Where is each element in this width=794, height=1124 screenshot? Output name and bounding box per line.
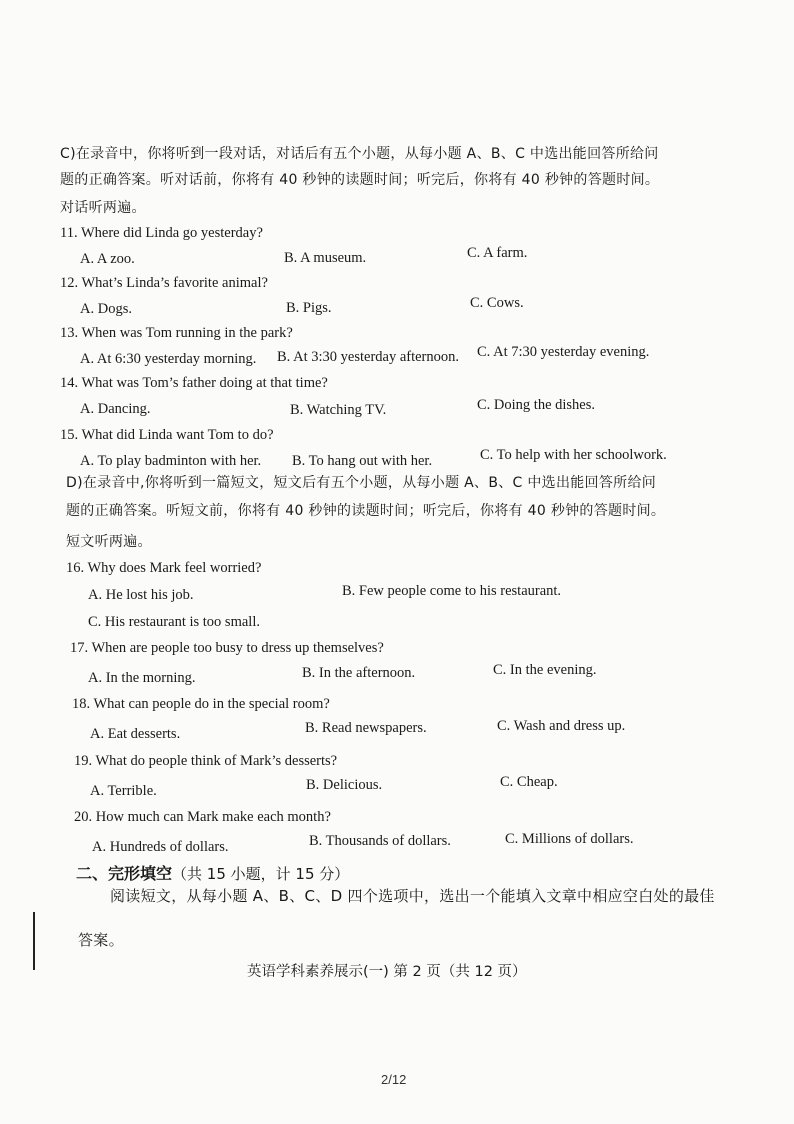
q20-option-b: B. Thousands of dollars. — [309, 833, 451, 849]
q18-option-a: A. Eat desserts. — [90, 726, 181, 742]
question-18: 18. What can people do in the special room? — [72, 696, 330, 712]
q14-option-c: C. Doing the dishes. — [477, 397, 596, 413]
q16-option-b: B. Few people come to his restaurant. — [342, 583, 562, 599]
q15-option-b: B. To hang out with her. — [292, 453, 433, 469]
question-20: 20. How much can Mark make each month? — [74, 809, 331, 825]
q15-option-c: C. To help with her schoolwork. — [480, 447, 667, 463]
q11-option-b: B. A museum. — [284, 250, 367, 266]
section-2-heading — [76, 865, 349, 883]
margin-line-mark — [33, 912, 35, 970]
q12-option-c: C. Cows. — [470, 295, 524, 311]
section-c-intro-line1: C)在录音中，你将听到一段对话，对话后有五个小题，从每小题 A、B、C 中选出能回答所给问 — [60, 146, 659, 162]
question-19: 19. What do people think of Mark’s desserts? — [74, 753, 338, 769]
q12-option-b: B. Pigs. — [286, 300, 332, 316]
q17-option-c: C. In the evening. — [493, 662, 597, 678]
section-2-instruction-line1: 阅读短文，从每小题 A、B、C、D 四个选项中，选出一个能填入文章中相应空白处的最佳 — [110, 887, 715, 905]
q20-option-c: C. Millions of dollars. — [505, 831, 634, 847]
section-2-instruction-line2: 答案。 — [78, 931, 124, 949]
section-c-intro-line3: 对话听两遍。 — [60, 200, 146, 216]
q14-option-a: A. Dancing. — [80, 401, 151, 417]
q15-option-a: A. To play badminton with her. — [80, 453, 262, 469]
q19-option-b: B. Delicious. — [306, 777, 383, 793]
section-d-intro-line3: 短文听两遍。 — [66, 534, 152, 550]
q17-option-b: B. In the afternoon. — [302, 665, 416, 681]
question-11: 11. Where did Linda go yesterday? — [60, 225, 263, 241]
section-2-subtitle: （共 15 小题，计 15 分） — [172, 865, 350, 883]
q19-option-c: C. Cheap. — [500, 774, 558, 790]
question-13: 13. When was Tom running in the park? — [60, 325, 293, 341]
q16-option-c: C. His restaurant is too small. — [88, 614, 260, 630]
q11-option-a: A. A zoo. — [80, 251, 135, 267]
q18-option-c: C. Wash and dress up. — [497, 718, 626, 734]
q20-option-a: A. Hundreds of dollars. — [92, 839, 229, 855]
q13-option-a: A. At 6:30 yesterday morning. — [80, 351, 257, 367]
q12-option-a: A. Dogs. — [80, 301, 132, 317]
section-c-intro-line2: 题的正确答案。听对话前，你将有 40 秒钟的读题时间；听完后，你将有 40 秒钟的答题时间。 — [60, 172, 660, 188]
section-d-intro-line1: D)在录音中,你将听到一篇短文，短文后有五个小题，从每小题 A、B、C 中选出能回答所给问 — [66, 475, 657, 491]
q16-option-a: A. He lost his job. — [88, 587, 194, 603]
q11-option-c: C. A farm. — [467, 245, 528, 261]
question-16: 16. Why does Mark feel worried? — [66, 560, 262, 576]
q17-option-a: A. In the morning. — [88, 670, 196, 686]
q18-option-b: B. Read newspapers. — [305, 720, 427, 736]
section-d-intro-line2: 题的正确答案。听短文前，你将有 40 秒钟的读题时间；听完后，你将有 40 秒钟的答题时间。 — [66, 503, 666, 519]
question-17: 17. When are people too busy to dress up themselves? — [70, 640, 384, 656]
question-14: 14. What was Tom’s father doing at that time? — [60, 375, 328, 391]
q13-option-c: C. At 7:30 yesterday evening. — [477, 344, 650, 360]
page-counter: 2/12 — [381, 1072, 407, 1087]
section-2-title: 二、完形填空 — [76, 864, 173, 883]
q13-option-b: B. At 3:30 yesterday afternoon. — [277, 349, 460, 365]
question-12: 12. What’s Linda’s favorite animal? — [60, 275, 268, 291]
question-15: 15. What did Linda want Tom to do? — [60, 427, 274, 443]
q14-option-b: B. Watching TV. — [290, 402, 387, 418]
q19-option-a: A. Terrible. — [90, 783, 157, 799]
page-footer-label: 英语学科素养展示(一) 第 2 页（共 12 页） — [247, 964, 527, 980]
